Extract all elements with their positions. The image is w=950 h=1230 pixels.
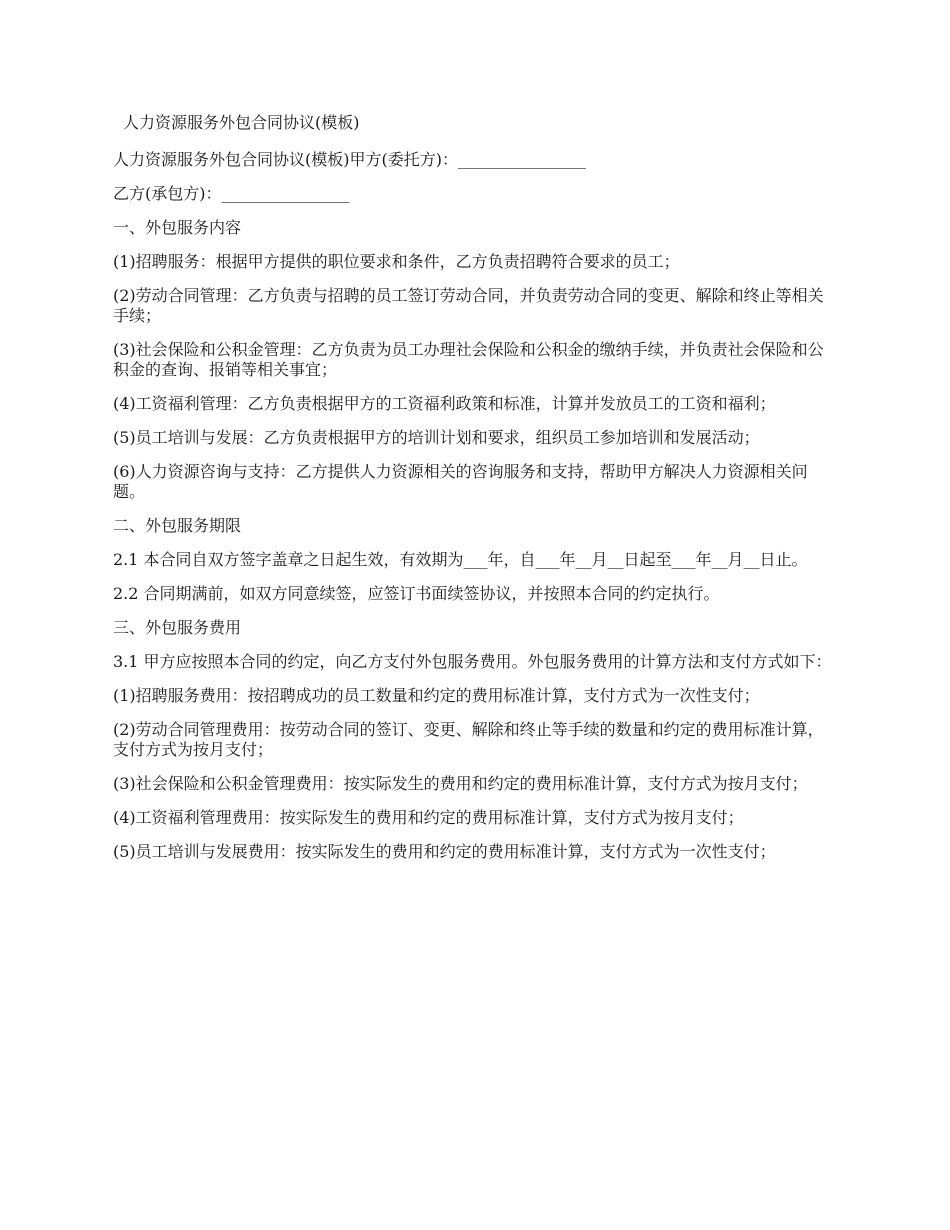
document-title: 人力资源服务外包合同协议(模板) xyxy=(123,113,360,132)
clause-item: (1)招聘服务费用：按招聘成功的员工数量和约定的费用标准计算，支付方式为一次性支付； xyxy=(113,686,760,705)
clause-item: 2.2 合同期满前，如双方同意续签，应签订书面续签协议，并按照本合同的约定执行。 xyxy=(113,584,720,603)
clause-item: (3)社会保险和公积金管理：乙方负责为员工办理社会保险和公积金的缴纳手续，并负责社会保险和公积金的查询、报销等相关事宜； xyxy=(113,340,824,379)
section-heading-term: 二、外包服务期限 xyxy=(113,516,242,535)
clause-item: (2)劳动合同管理：乙方负责与招聘的员工签订劳动合同，并负责劳动合同的变更、解除和终止等相关手续； xyxy=(113,286,824,325)
document-body xyxy=(113,112,838,876)
clause-item: (3)社会保险和公积金管理费用：按实际发生的费用和约定的费用标准计算，支付方式为按月支付； xyxy=(113,774,808,793)
section-heading-fees: 三、外包服务费用 xyxy=(113,618,242,637)
party-a-line: 人力资源服务外包合同协议(模板)甲方(委托方)：________________ xyxy=(113,150,586,169)
section-heading-scope: 一、外包服务内容 xyxy=(113,218,242,237)
clause-item: 2.1 本合同自双方签字盖章之日起生效，有效期为___年，自___年__月__日起至___年__月__日止。 xyxy=(113,550,808,569)
party-b-line: 乙方(承包方)：________________ xyxy=(113,184,350,203)
clause-item: (5)员工培训与发展费用：按实际发生的费用和约定的费用标准计算，支付方式为一次性支付； xyxy=(113,842,776,861)
clause-item: 3.1 甲方应按照本合同的约定，向乙方支付外包服务费用。外包服务费用的计算方法和支付方式如下： xyxy=(113,652,832,671)
clause-item: (5)员工培训与发展：乙方负责根据甲方的培训计划和要求，组织员工参加培训和发展活动； xyxy=(113,428,760,447)
clause-item: (4)工资福利管理费用：按实际发生的费用和约定的费用标准计算，支付方式为按月支付； xyxy=(113,808,744,827)
clause-item: (2)劳动合同管理费用：按劳动合同的签订、变更、解除和终止等手续的数量和约定的费用标准计算，支付方式为按月支付； xyxy=(113,720,824,759)
clause-item: (6)人力资源咨询与支持：乙方提供人力资源相关的咨询服务和支持，帮助甲方解决人力资源相关问题。 xyxy=(113,462,808,501)
clause-item: (1)招聘服务：根据甲方提供的职位要求和条件，乙方负责招聘符合要求的员工； xyxy=(113,252,680,271)
clause-item: (4)工资福利管理：乙方负责根据甲方的工资福利政策和标准，计算并发放员工的工资和福利； xyxy=(113,394,776,413)
